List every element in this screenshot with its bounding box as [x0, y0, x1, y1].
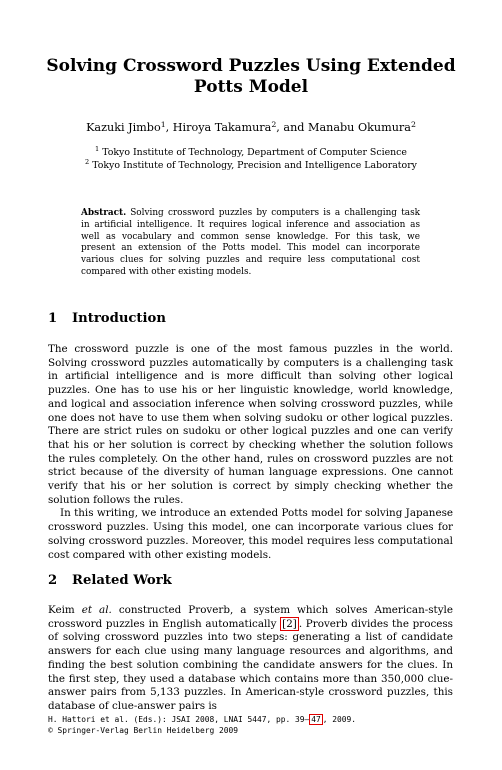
- affil-mark: 2: [85, 158, 90, 166]
- footer-line-1: [48, 714, 356, 725]
- footer-text: , 2009.: [322, 715, 357, 724]
- abstract: [81, 208, 420, 279]
- section-title: Introduction: [72, 311, 166, 326]
- author-name: Kazuki Jimbo: [86, 121, 161, 134]
- section-heading-introduction: [48, 311, 166, 327]
- paragraph: [48, 604, 453, 714]
- section-body-introduction: [48, 343, 453, 562]
- author-list: [40, 121, 462, 135]
- affiliation-line: [40, 159, 462, 172]
- abstract-text: Solving crossword puzzles by computers is a challenging task in artificial intelligence. It requires logical inference and association as well as vocabulary and common sense knowledge. For this task, we present an extension of the Potts model. This model can incorporate various clues for solving puzzles and require less computational cost compared with other existing models.: [81, 208, 420, 277]
- citation-link[interactable]: [2]: [282, 617, 297, 630]
- author-separator: , and: [276, 121, 309, 134]
- page-link[interactable]: 47: [311, 715, 321, 724]
- affiliation-line: [40, 146, 462, 159]
- footer-text: H. Hattori et al. (Eds.): JSAI 2008, LNAI 5447, pp. 39–: [48, 715, 310, 724]
- text-run: Keim: [48, 604, 82, 616]
- affiliations: [40, 146, 462, 172]
- affil-mark: 1: [95, 145, 100, 153]
- author-name: Hiroya Takamura: [172, 121, 272, 134]
- author-name: Manabu Okumura: [308, 121, 411, 134]
- section-title: Related Work: [72, 573, 172, 588]
- author-separator: ,: [165, 121, 173, 134]
- section-heading-related-work: [48, 573, 172, 589]
- author-affil-mark: 2: [410, 120, 416, 129]
- author-affil-mark: 2: [271, 120, 277, 129]
- footer-line-2: © Springer-Verlag Berlin Heidelberg 2009: [48, 726, 239, 735]
- abstract-label: Abstract.: [81, 208, 127, 218]
- section-number: 2: [48, 573, 58, 588]
- section-body-related-work: [48, 604, 453, 714]
- paper-title: [40, 56, 462, 98]
- title-line-2: Potts Model: [193, 77, 309, 97]
- text-run-italic: et al.: [81, 604, 112, 616]
- affiliation-text: Tokyo Institute of Technology, Precision and Intelligence Laboratory: [92, 160, 417, 171]
- author-affil-mark: 1: [160, 120, 166, 129]
- title-line-1: Solving Crossword Puzzles Using Extended: [46, 56, 456, 76]
- paragraph: In this writing, we introduce an extended Potts model for solving Japanese crossword puzzles. Using this model, one can incorporate various clues for solving crossword puzzles. Moreover, this model requires less computational cost compared with other existing models.: [48, 507, 453, 561]
- text-run: constructed Proverb, a system which solves American-style crossword puzzles in English automatically: [48, 604, 453, 630]
- paragraph: The crossword puzzle is one of the most famous puzzles in the world. Solving crossword puzzles automatically by computers is a challenging task in artificial intelligence and is more difficult than solving other logical puzzles. One has to use his or her linguistic knowledge, world knowledge, and logical and association inference when solving crossword puzzles, while one does not have to use them when solving sudoku or other logical puzzles. There are strict rules on sudoku or other logical puzzles and one can verify that his or her solution is correct by checking whether the solution follows the rules completely. On the other hand, rules on crossword puzzles are not strict because of the diversity of human language expressions. One cannot verify that his or her solution is correct by simply checking whether the solution follows the rules.: [48, 343, 453, 506]
- section-number: 1: [48, 311, 58, 326]
- text-run: . Proverb divides the process of solving crossword puzzles into two steps: generating a list of candidate answers for each clue using many language resources and algorithms, and finding the best solution combining the candidate answers for the clues. In the first step, they used a database which contains more than 350,000 clue-answer pairs from 5,133 puzzles. In American-style crossword puzzles, this database of clue-answer pairs is: [48, 617, 453, 712]
- page-footer: [48, 714, 356, 736]
- affiliation-text: Tokyo Institute of Technology, Department of Computer Science: [102, 147, 407, 158]
